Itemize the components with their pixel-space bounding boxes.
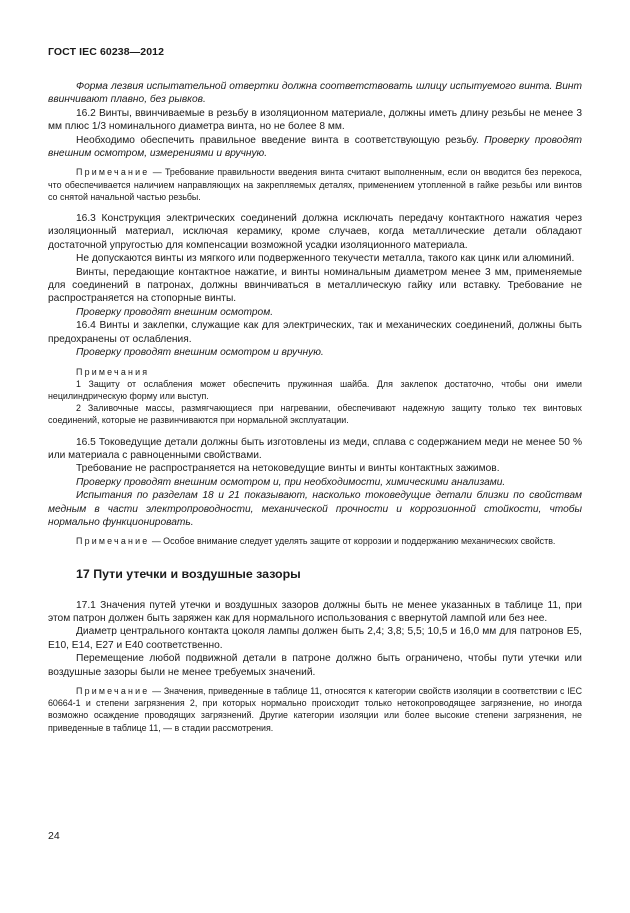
paragraph: Диаметр центрального контакта цоколя лампы должен быть 2,4; 3,8; 5,5; 10,5 и 16,0 мм для патронов E5, E10, E14, E27 и E40 соответственно. (48, 626, 582, 651)
note-text: — Особое внимание следует уделять защите от коррозии и поддержанию механических свойств. (149, 536, 556, 547)
note-item-1: 1 Защиту от ослабления может обеспечить пружинная шайба. Для заклепок достаточно, чтобы они имели нецилиндрическую форму или выступ. (48, 378, 582, 401)
paragraph: Проверку проводят внешним осмотром и, при необходимости, химическими анализами. (76, 476, 506, 488)
paragraph-16-2: 16.2 Винты, ввинчиваемые в резьбу в изоляционном материале, должны иметь длину резьбы не менее 3 мм плюс 1/3 номинального диаметра винта, но не более 8 мм. (48, 107, 582, 133)
document-header: ГОСТ IEC 60238—2012 (48, 46, 165, 58)
paragraph (48, 134, 582, 161)
note-label: Примечание (76, 536, 150, 547)
paragraph: Форма лезвия испытательной отвертки должна соответствовать шлицу испытуемого винта. Винт ввинчивают плавно, без рывков. (48, 81, 582, 106)
paragraph: Требование не распространяется на нетоковедущие винты и винты контактных зажимов. (76, 463, 500, 475)
note-label: Примечание (76, 686, 150, 697)
paragraph: Не допускаются винты из мягкого или подверженного текучести металла, такого как цинк или алюминий. (76, 253, 575, 265)
paragraph-16-5: 16.5 Токоведущие детали должны быть изготовлены из меди, сплава с содержанием меди не менее 50 % или материала с равноценными свойствами. (48, 436, 582, 461)
page-content (48, 80, 582, 734)
paragraph-16-4: 16.4 Винты и заклепки, служащие как для электрических, так и механических соединений, должны быть предохранены от ослабления. (48, 320, 582, 345)
check-method-text: Проверку проводят внешним осмотром, измерениями и вручную. (48, 134, 582, 160)
note-label: Примечание (76, 167, 150, 178)
paragraph: Винты, передающие контактное нажатие, и винты номинальным диаметром менее 3 мм, применяемые для соединений в патронах, должны ввинчиваться в металлическую гайку или вставку. Требование не распространяется на стопорные винты. (48, 266, 582, 305)
paragraph-17-1: 17.1 Значения путей утечки и воздушных зазоров должны быть не менее указанных в таблице 11, при этом патрон должен быть заряжен как для нормального использования с ввернутой лампой или без нее. (48, 599, 582, 624)
paragraph: Проверку проводят внешним осмотром. (76, 306, 274, 318)
note-text: — Значения, приведенные в таблице 11, относятся к категории свойств изоляции в соответствии с IEC 60664-1 и степени загрязнения 2, при которых нормально происходит только нетокопроводящее загрязнение, но иногда возможно осаждение проводящих загрязнений. Другие категории изоляции или более высокие степени загрязнения, не приведенные в таблице 11, — в стадии рассмотрения. (48, 686, 582, 733)
text-span: Необходимо обеспечить правильное введение винта в соответствующую резьбу. (76, 134, 485, 146)
paragraph: Перемещение любой подвижной детали в патроне должно быть ограничено, чтобы пути утечки или воздушные зазоры были не менее требуемых значений. (48, 653, 582, 678)
notes-label: Примечания (76, 366, 150, 377)
note (48, 685, 582, 734)
paragraph: Проверку проводят внешним осмотром и вручную. (76, 347, 324, 359)
note (48, 535, 582, 547)
page-number: 24 (48, 830, 60, 842)
note-item-2: 2 Заливочные массы, размягчающиеся при нагревании, обеспечивают надежную защиту только тех винтовых соединений, которые не развинчиваются при нормальной эксплуатации. (48, 403, 582, 426)
section-title: 17 Пути утечки и воздушные зазоры (76, 566, 301, 581)
paragraph-16-3: 16.3 Конструкция электрических соединений должна исключать передачу контактного нажатия через изоляционный материал, исключая керамику, кроме случаев, когда металлические детали обладают достаточной упругостью для компенсации возможной усадки изоляционного материала. (48, 213, 582, 251)
note-text: — Требование правильности введения винта считают выполненным, если он вводится без перекоса, что обеспечивается наличием направляющих на закрепляемых деталях, применением утопленной в гайке резьбы или винтов со снятой начальной частью резьбы. (48, 167, 582, 202)
note (48, 166, 582, 203)
paragraph: Испытания по разделам 18 и 21 показывают, насколько токоведущие детали близки по свойствам медным в части электропроводности, механической прочности и коррозионной стойкости, чтобы нормально функционировать. (48, 490, 582, 528)
